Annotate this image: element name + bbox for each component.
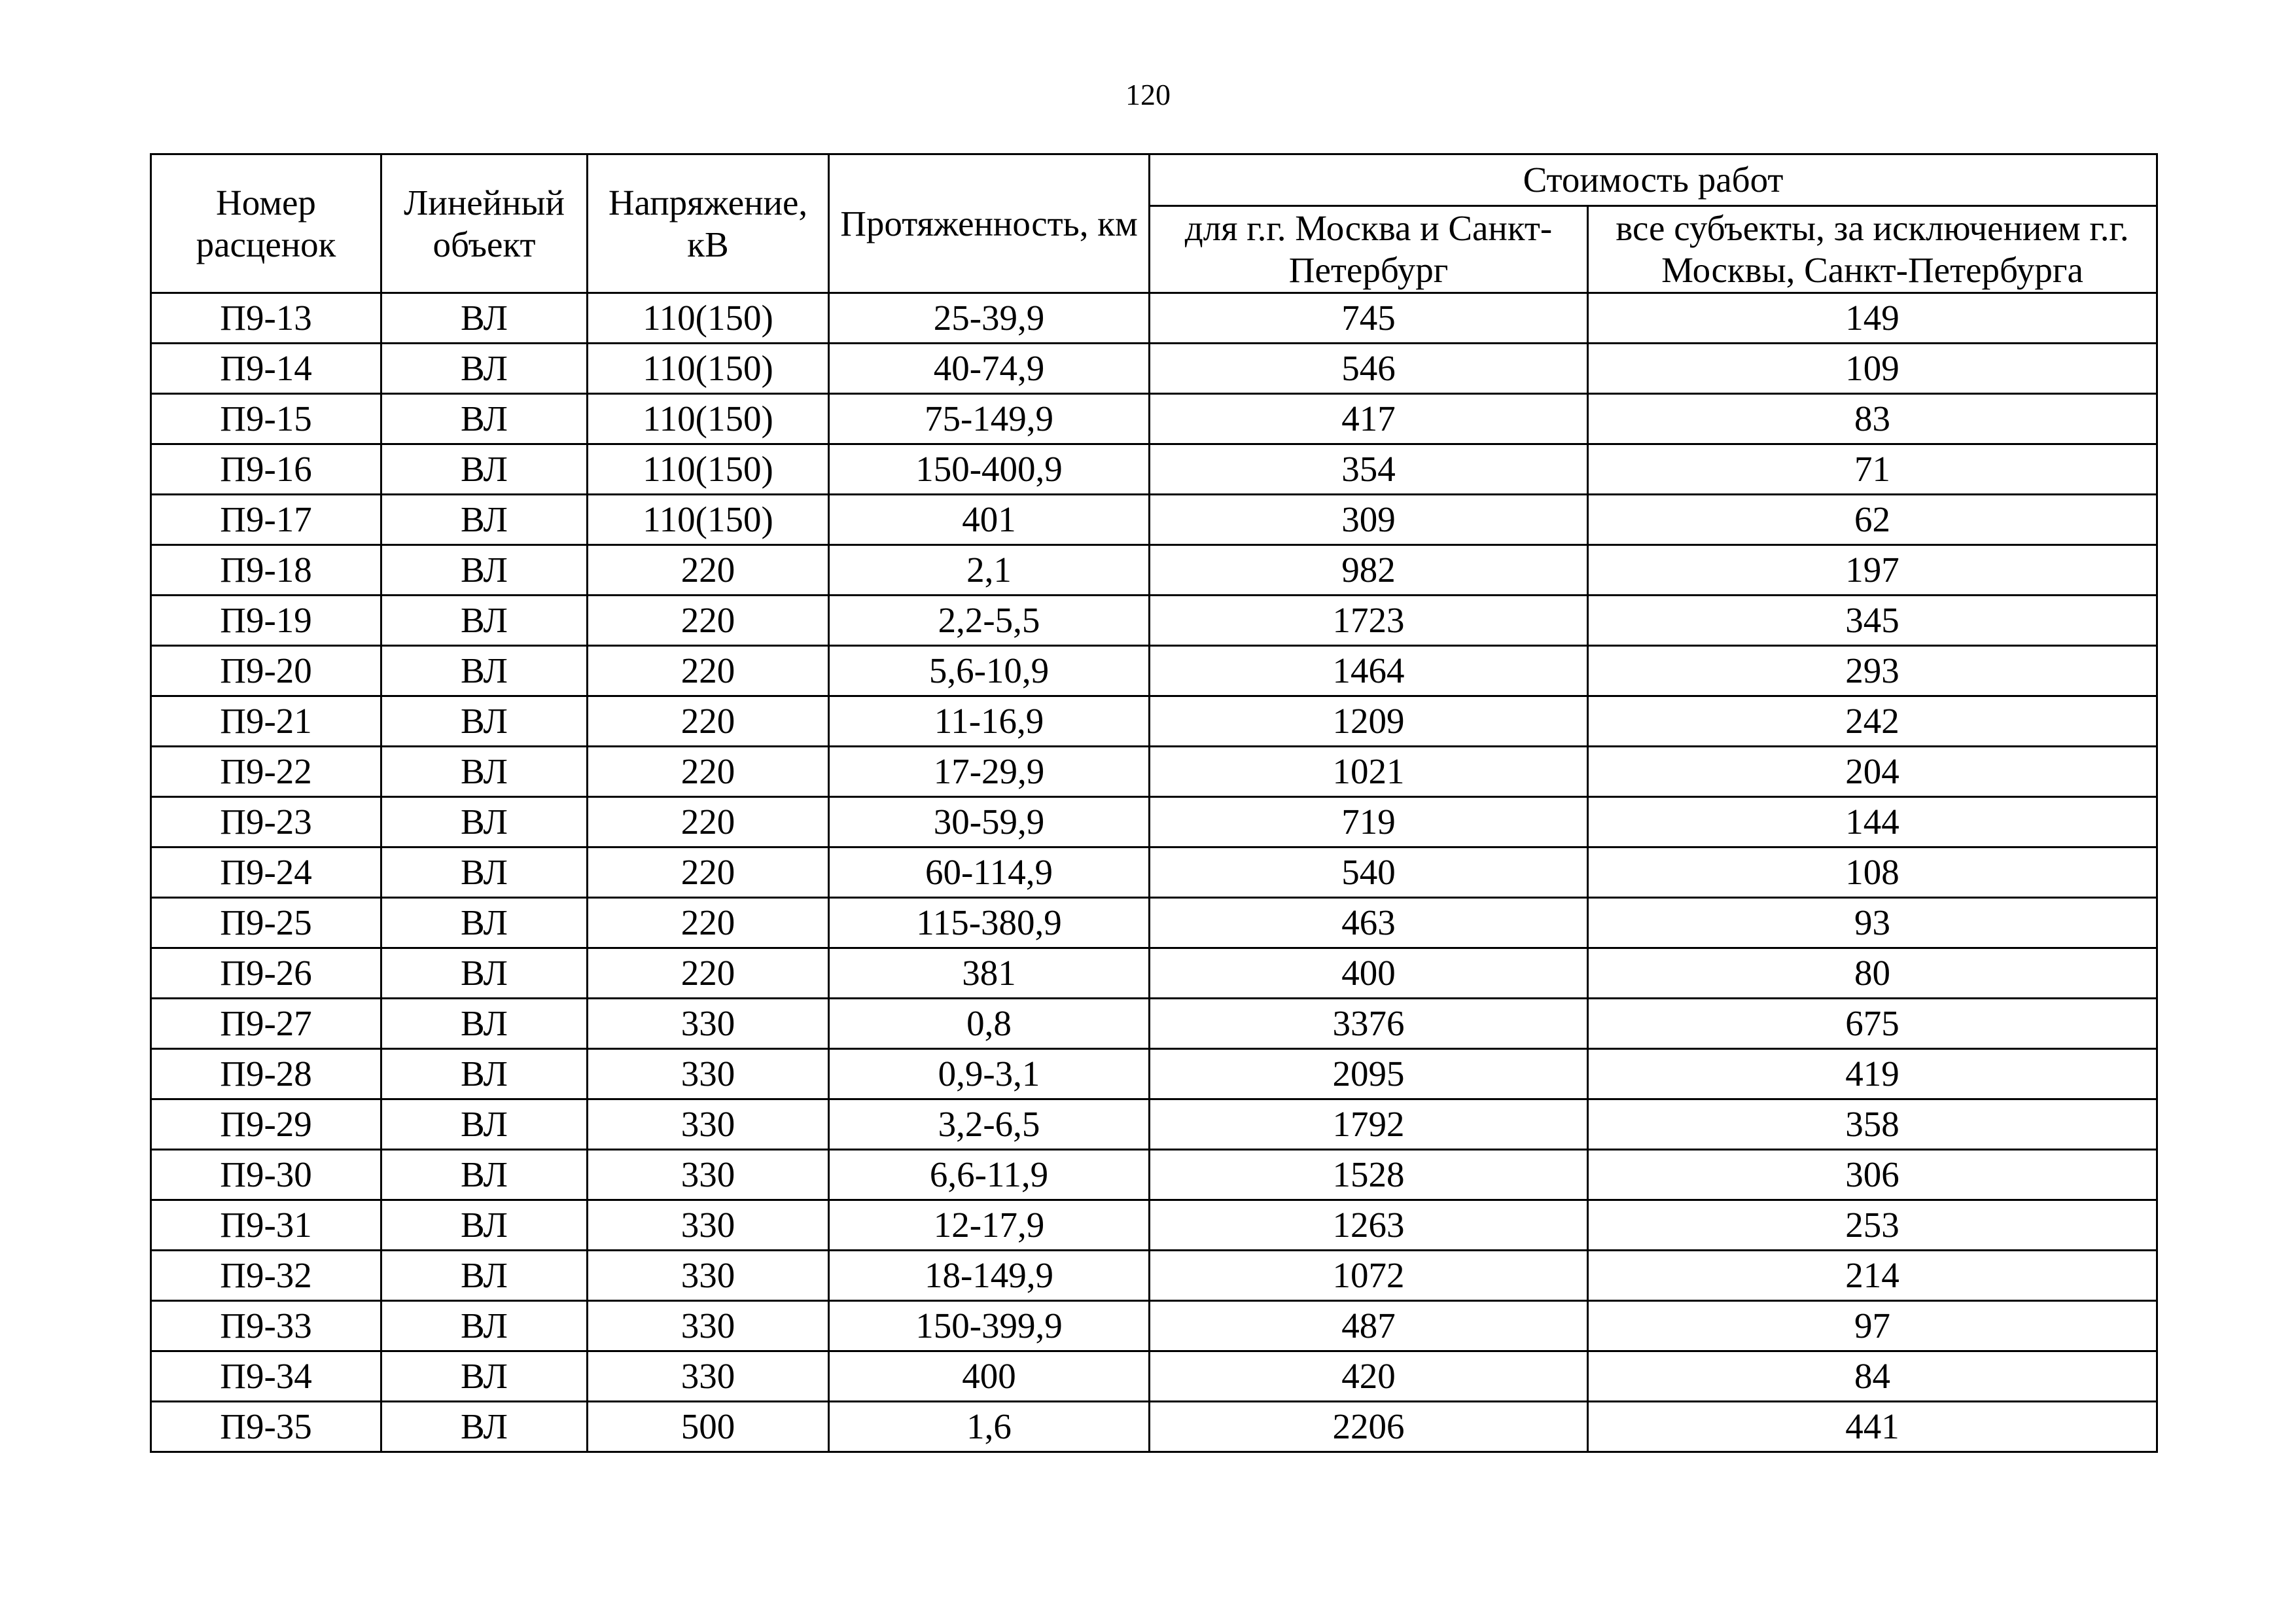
cell-length: 115-380,9	[829, 898, 1150, 948]
cell-line-object: ВЛ	[381, 394, 588, 444]
header-cost-other: все субъекты, за исключением г.г. Москвы, Санкт-Петербурга	[1588, 206, 2157, 293]
cell-voltage: 220	[588, 545, 829, 596]
cell-line-object: ВЛ	[381, 797, 588, 847]
table-row	[151, 545, 2157, 596]
cell-cost-other: 93	[1588, 898, 2157, 948]
table-row	[151, 1301, 2157, 1351]
cell-length: 381	[829, 948, 1150, 999]
header-voltage: Напряжение, кВ	[588, 154, 829, 293]
cell-length: 401	[829, 495, 1150, 545]
cell-cost-other: 97	[1588, 1301, 2157, 1351]
cell-rate-number: П9-18	[151, 545, 381, 596]
cell-cost-moscow-spb: 982	[1150, 545, 1588, 596]
cell-rate-number: П9-30	[151, 1150, 381, 1200]
cell-cost-moscow-spb: 1209	[1150, 696, 1588, 747]
cell-line-object: ВЛ	[381, 1251, 588, 1301]
cell-line-object: ВЛ	[381, 1049, 588, 1099]
cell-cost-moscow-spb: 745	[1150, 293, 1588, 344]
cell-voltage: 220	[588, 696, 829, 747]
cell-rate-number: П9-19	[151, 596, 381, 646]
cell-cost-moscow-spb: 3376	[1150, 999, 1588, 1049]
cell-length: 25-39,9	[829, 293, 1150, 344]
cell-length: 3,2-6,5	[829, 1099, 1150, 1150]
cell-cost-other: 242	[1588, 696, 2157, 747]
cell-cost-moscow-spb: 309	[1150, 495, 1588, 545]
cell-cost-moscow-spb: 463	[1150, 898, 1588, 948]
cell-rate-number: П9-14	[151, 344, 381, 394]
page-number: 120	[1125, 78, 1171, 111]
cell-voltage: 330	[588, 1200, 829, 1251]
cell-voltage: 500	[588, 1402, 829, 1452]
cell-rate-number: П9-31	[151, 1200, 381, 1251]
cell-cost-moscow-spb: 354	[1150, 444, 1588, 495]
table-row	[151, 1150, 2157, 1200]
cell-rate-number: П9-24	[151, 847, 381, 898]
table-row	[151, 444, 2157, 495]
table-body	[151, 293, 2157, 1452]
cell-voltage: 110(150)	[588, 293, 829, 344]
table-row	[151, 596, 2157, 646]
cell-line-object: ВЛ	[381, 444, 588, 495]
header-row	[151, 154, 2157, 206]
cell-length: 1,6	[829, 1402, 1150, 1452]
cell-length: 30-59,9	[829, 797, 1150, 847]
header-line-object: Линейный объект	[381, 154, 588, 293]
cell-voltage: 220	[588, 797, 829, 847]
cell-cost-moscow-spb: 1723	[1150, 596, 1588, 646]
cell-voltage: 110(150)	[588, 344, 829, 394]
header-cost-group: Стоимость работ	[1150, 154, 2157, 206]
cell-cost-other: 204	[1588, 747, 2157, 797]
cell-length: 17-29,9	[829, 747, 1150, 797]
cell-length: 150-399,9	[829, 1301, 1150, 1351]
table-row	[151, 1351, 2157, 1402]
cell-rate-number: П9-25	[151, 898, 381, 948]
cell-voltage: 330	[588, 1049, 829, 1099]
cell-voltage: 110(150)	[588, 495, 829, 545]
tariff-table	[150, 153, 2158, 1453]
table-row	[151, 1099, 2157, 1150]
cell-cost-other: 345	[1588, 596, 2157, 646]
cell-cost-moscow-spb: 540	[1150, 847, 1588, 898]
cell-length: 18-149,9	[829, 1251, 1150, 1301]
cell-rate-number: П9-23	[151, 797, 381, 847]
cell-cost-other: 306	[1588, 1150, 2157, 1200]
table-row	[151, 495, 2157, 545]
cell-rate-number: П9-28	[151, 1049, 381, 1099]
cell-cost-other: 441	[1588, 1402, 2157, 1452]
header-cost-moscow-spb: для г.г. Москва и Санкт-Петербург	[1150, 206, 1588, 293]
cell-cost-moscow-spb: 1464	[1150, 646, 1588, 696]
cell-length: 5,6-10,9	[829, 646, 1150, 696]
cell-line-object: ВЛ	[381, 344, 588, 394]
table-row	[151, 293, 2157, 344]
cell-cost-moscow-spb: 2206	[1150, 1402, 1588, 1452]
cell-rate-number: П9-26	[151, 948, 381, 999]
cell-cost-moscow-spb: 1021	[1150, 747, 1588, 797]
cell-line-object: ВЛ	[381, 1402, 588, 1452]
cell-line-object: ВЛ	[381, 898, 588, 948]
cell-length: 0,8	[829, 999, 1150, 1049]
cell-cost-moscow-spb: 1072	[1150, 1251, 1588, 1301]
cell-length: 400	[829, 1351, 1150, 1402]
cell-voltage: 110(150)	[588, 444, 829, 495]
cell-voltage: 330	[588, 1150, 829, 1200]
table-row	[151, 847, 2157, 898]
cell-rate-number: П9-22	[151, 747, 381, 797]
cell-cost-moscow-spb: 546	[1150, 344, 1588, 394]
cell-cost-moscow-spb: 420	[1150, 1351, 1588, 1402]
cell-cost-other: 149	[1588, 293, 2157, 344]
cell-length: 75-149,9	[829, 394, 1150, 444]
cell-cost-other: 197	[1588, 545, 2157, 596]
cell-cost-other: 62	[1588, 495, 2157, 545]
cell-line-object: ВЛ	[381, 999, 588, 1049]
cell-line-object: ВЛ	[381, 495, 588, 545]
table-row	[151, 948, 2157, 999]
cell-rate-number: П9-29	[151, 1099, 381, 1150]
cell-rate-number: П9-20	[151, 646, 381, 696]
cell-length: 60-114,9	[829, 847, 1150, 898]
table-row	[151, 1402, 2157, 1452]
cell-length: 40-74,9	[829, 344, 1150, 394]
cell-cost-other: 83	[1588, 394, 2157, 444]
cell-cost-other: 358	[1588, 1099, 2157, 1150]
table-row	[151, 797, 2157, 847]
cell-voltage: 330	[588, 999, 829, 1049]
cell-cost-moscow-spb: 1528	[1150, 1150, 1588, 1200]
cell-voltage: 330	[588, 1301, 829, 1351]
cell-line-object: ВЛ	[381, 596, 588, 646]
cell-voltage: 220	[588, 646, 829, 696]
cell-length: 2,2-5,5	[829, 596, 1150, 646]
table-row	[151, 646, 2157, 696]
cell-length: 11-16,9	[829, 696, 1150, 747]
cell-cost-other: 253	[1588, 1200, 2157, 1251]
header-rate-number: Номер расценок	[151, 154, 381, 293]
cell-length: 150-400,9	[829, 444, 1150, 495]
cell-length: 0,9-3,1	[829, 1049, 1150, 1099]
cell-length: 12-17,9	[829, 1200, 1150, 1251]
cell-cost-other: 108	[1588, 847, 2157, 898]
cell-rate-number: П9-34	[151, 1351, 381, 1402]
cell-rate-number: П9-16	[151, 444, 381, 495]
cell-line-object: ВЛ	[381, 1301, 588, 1351]
cell-voltage: 220	[588, 596, 829, 646]
cell-voltage: 220	[588, 948, 829, 999]
cell-voltage: 330	[588, 1099, 829, 1150]
header-length: Протяженность, км	[829, 154, 1150, 293]
cell-cost-other: 419	[1588, 1049, 2157, 1099]
cell-voltage: 330	[588, 1251, 829, 1301]
cell-cost-moscow-spb: 417	[1150, 394, 1588, 444]
cell-length: 6,6-11,9	[829, 1150, 1150, 1200]
cell-rate-number: П9-13	[151, 293, 381, 344]
cell-line-object: ВЛ	[381, 1150, 588, 1200]
table-row	[151, 999, 2157, 1049]
cell-rate-number: П9-35	[151, 1402, 381, 1452]
cell-voltage: 220	[588, 847, 829, 898]
table-row	[151, 898, 2157, 948]
table-header	[151, 154, 2157, 293]
table-row	[151, 1049, 2157, 1099]
cell-voltage: 110(150)	[588, 394, 829, 444]
cell-line-object: ВЛ	[381, 948, 588, 999]
cell-rate-number: П9-32	[151, 1251, 381, 1301]
cell-cost-moscow-spb: 1263	[1150, 1200, 1588, 1251]
cell-rate-number: П9-27	[151, 999, 381, 1049]
cell-cost-other: 80	[1588, 948, 2157, 999]
cell-cost-other: 144	[1588, 797, 2157, 847]
cell-line-object: ВЛ	[381, 847, 588, 898]
cell-length: 2,1	[829, 545, 1150, 596]
cell-line-object: ВЛ	[381, 293, 588, 344]
table-row	[151, 1200, 2157, 1251]
cell-voltage: 220	[588, 747, 829, 797]
cell-line-object: ВЛ	[381, 1351, 588, 1402]
cell-cost-moscow-spb: 719	[1150, 797, 1588, 847]
cell-cost-other: 84	[1588, 1351, 2157, 1402]
cell-cost-moscow-spb: 487	[1150, 1301, 1588, 1351]
cell-line-object: ВЛ	[381, 646, 588, 696]
cell-cost-other: 675	[1588, 999, 2157, 1049]
table-row	[151, 344, 2157, 394]
table-row	[151, 1251, 2157, 1301]
cell-voltage: 330	[588, 1351, 829, 1402]
cell-cost-moscow-spb: 400	[1150, 948, 1588, 999]
cell-line-object: ВЛ	[381, 1099, 588, 1150]
cell-rate-number: П9-15	[151, 394, 381, 444]
cell-line-object: ВЛ	[381, 747, 588, 797]
cell-rate-number: П9-21	[151, 696, 381, 747]
cell-rate-number: П9-33	[151, 1301, 381, 1351]
table-row	[151, 747, 2157, 797]
table-row	[151, 394, 2157, 444]
cell-cost-moscow-spb: 1792	[1150, 1099, 1588, 1150]
cell-line-object: ВЛ	[381, 696, 588, 747]
cell-cost-other: 214	[1588, 1251, 2157, 1301]
cell-rate-number: П9-17	[151, 495, 381, 545]
table-row	[151, 696, 2157, 747]
cell-line-object: ВЛ	[381, 1200, 588, 1251]
cell-line-object: ВЛ	[381, 545, 588, 596]
cell-voltage: 220	[588, 898, 829, 948]
cell-cost-other: 293	[1588, 646, 2157, 696]
cell-cost-other: 71	[1588, 444, 2157, 495]
cell-cost-moscow-spb: 2095	[1150, 1049, 1588, 1099]
cell-cost-other: 109	[1588, 344, 2157, 394]
